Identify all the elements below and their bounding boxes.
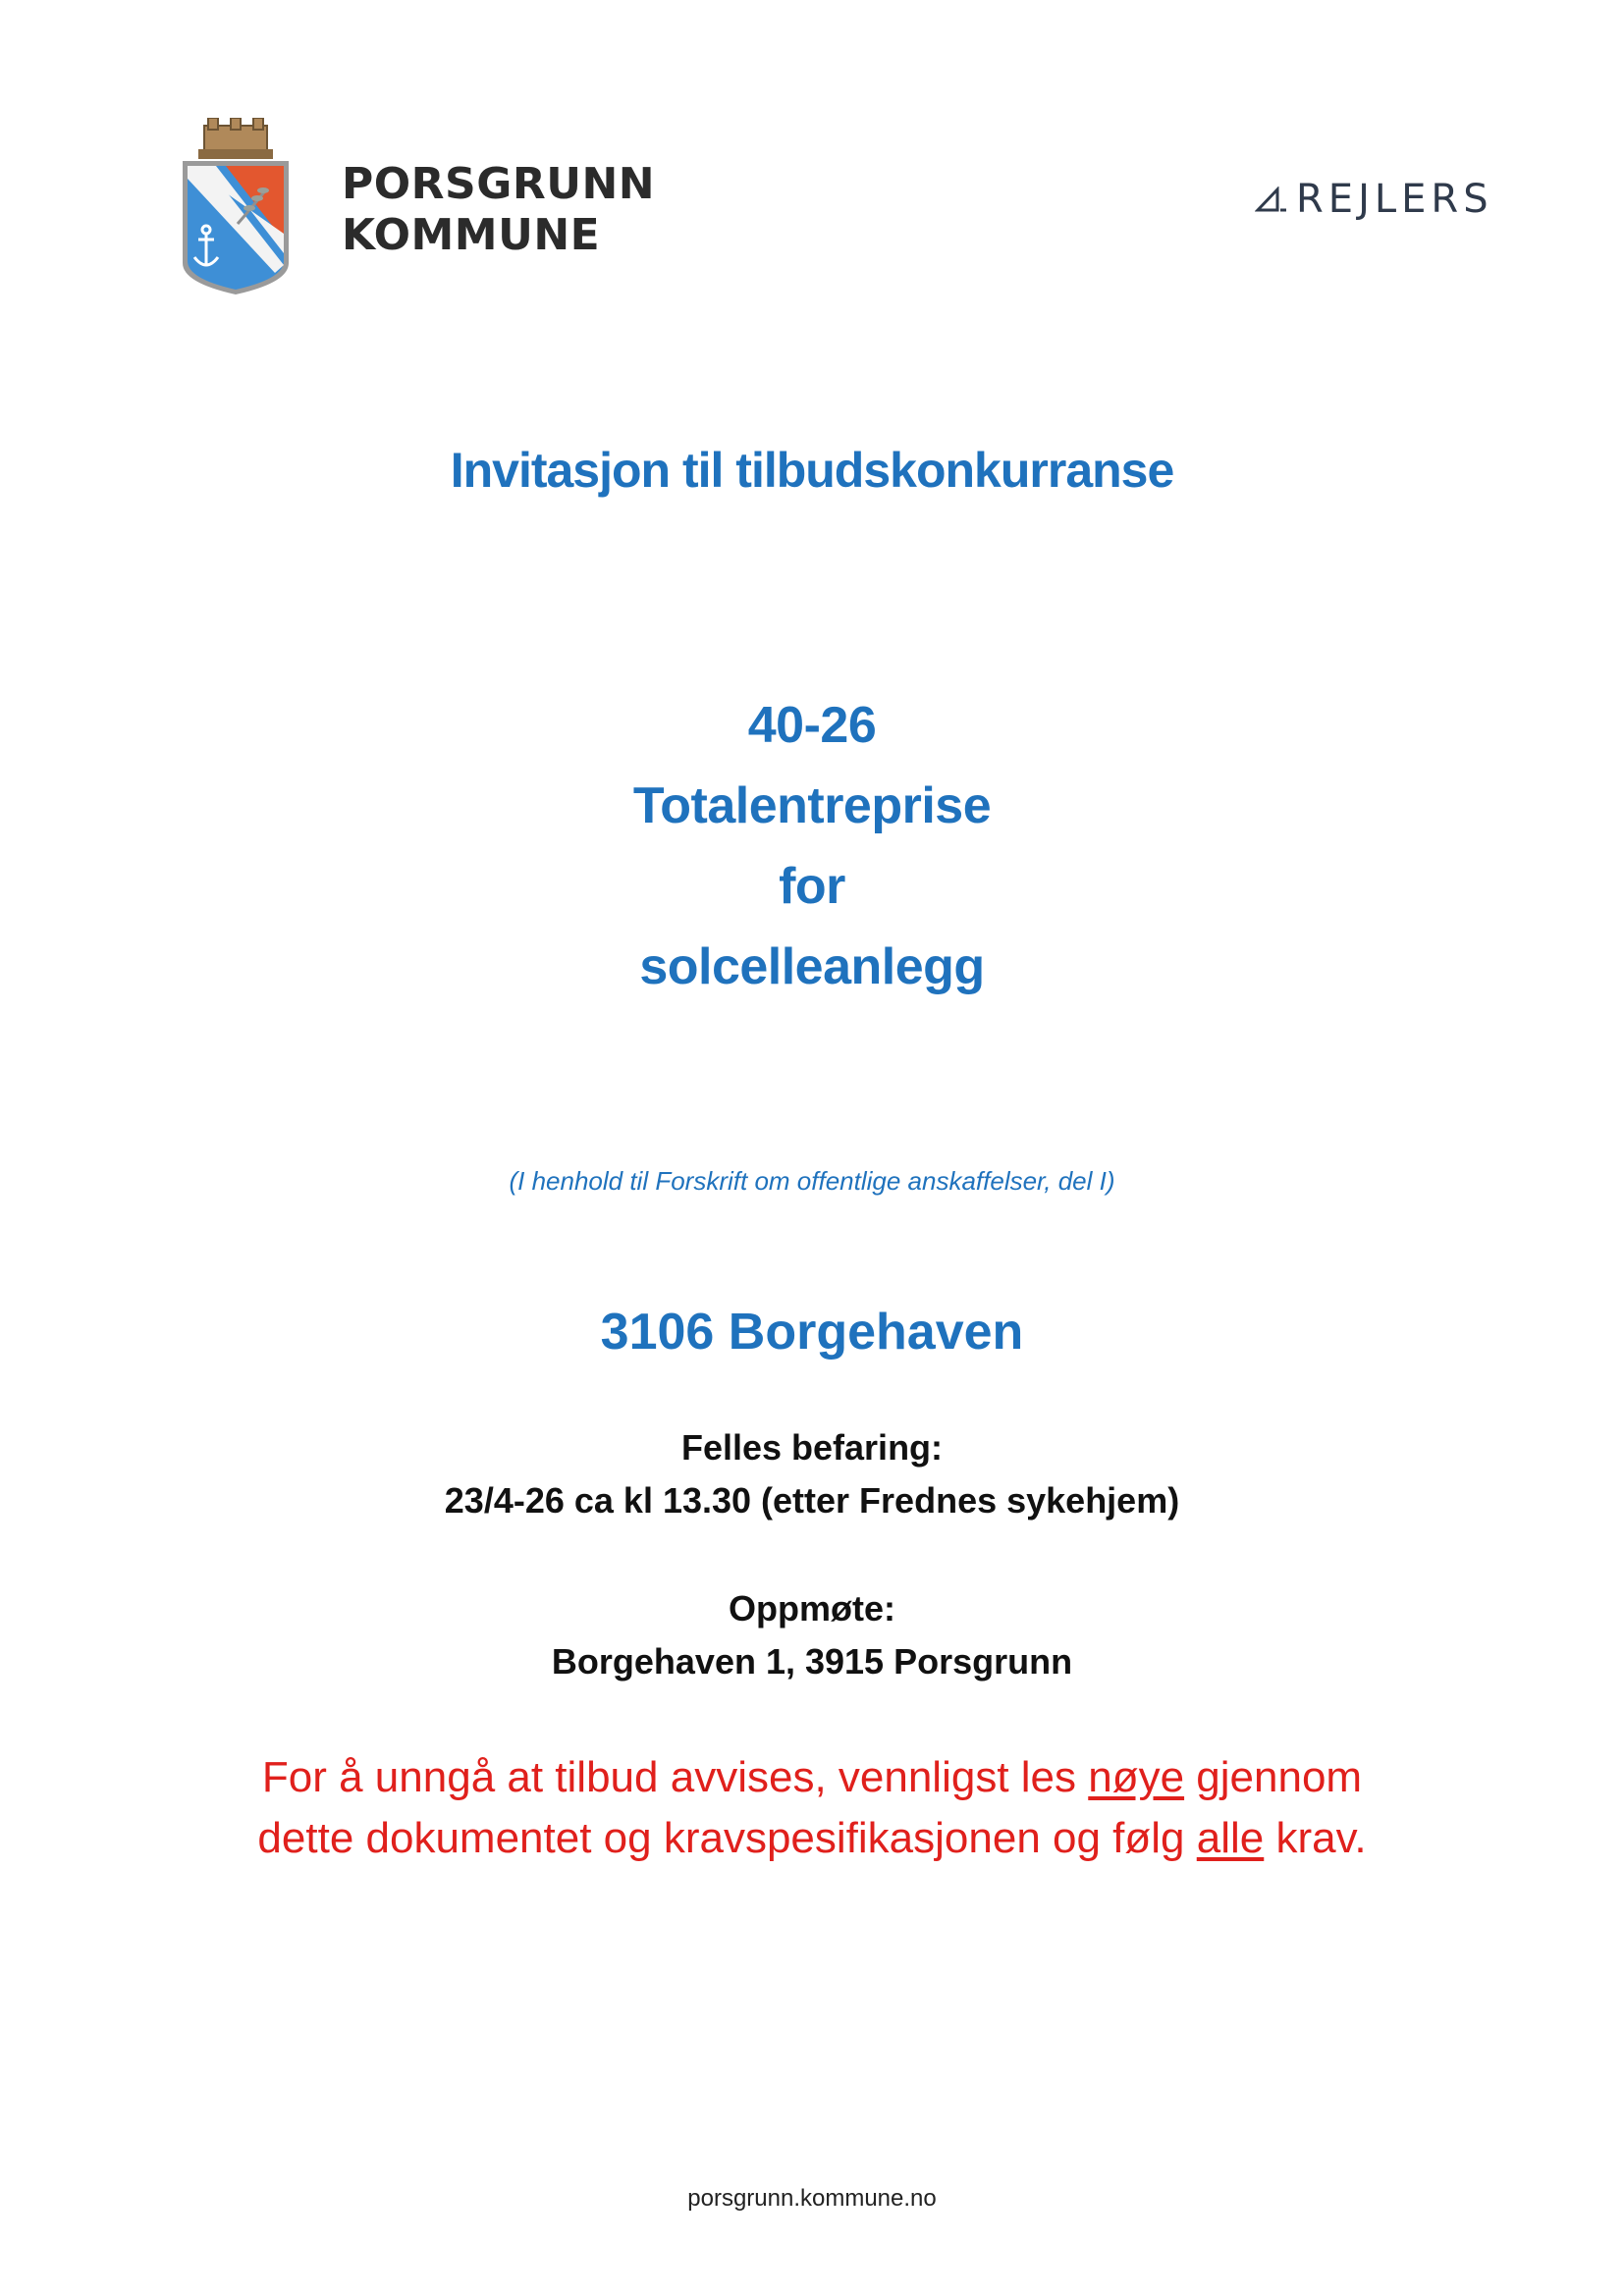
warning-text-1: For å unngå at tilbud avvises, vennligst les (261, 1753, 1089, 1801)
warning-line-1 (0, 1747, 1624, 1808)
inspection-details: 23/4-26 ca kl 13.30 (etter Frednes sykehjem) (444, 1480, 1180, 1521)
warning-text-4: krav. (1264, 1814, 1367, 1862)
porsgrunn-crest-icon (177, 118, 295, 299)
project-line-3: for (779, 858, 845, 915)
warning-notice (0, 1747, 1624, 1869)
project-line-4: solcelleanlegg (639, 938, 985, 995)
project-line-2: Totalentreprise (632, 777, 992, 834)
attendance-address: Borgehaven 1, 3915 Porsgrunn (551, 1641, 1073, 1682)
rejlers-logo-icon (1255, 187, 1288, 212)
warning-text-3: dette dokumentet og kravspesifikasjonen og følg (257, 1814, 1197, 1862)
attendance-heading: Oppmøte: (729, 1588, 895, 1629)
project-heading (0, 685, 1624, 1007)
warning-emphasis-2: alle (1196, 1814, 1265, 1862)
warning-text-2: gjennom (1184, 1753, 1363, 1801)
document-title: Invitasjon til tilbudskonkurranse (450, 443, 1174, 498)
warning-emphasis-1: nøye (1088, 1753, 1185, 1801)
site-name: 3106 Borgehaven (600, 1304, 1024, 1361)
footer-url: porsgrunn.kommune.no (687, 2185, 937, 2212)
attendance-block (0, 1582, 1624, 1688)
project-number: 40-26 (747, 697, 877, 754)
inspection-heading: Felles befaring: (680, 1427, 944, 1468)
municipality-name-line2: KOMMUNE (342, 210, 601, 260)
rejlers-logo (1255, 177, 1493, 222)
inspection-block (0, 1421, 1624, 1527)
municipality-name-line1: PORSGRUNN (342, 159, 656, 209)
warning-line-2 (0, 1808, 1624, 1869)
municipality-name (342, 159, 655, 261)
legal-note: (I henhold til Forskrift om offentlige anskaffelser, del I) (509, 1166, 1115, 1196)
rejlers-logo-text: REJLERS (1296, 177, 1493, 222)
